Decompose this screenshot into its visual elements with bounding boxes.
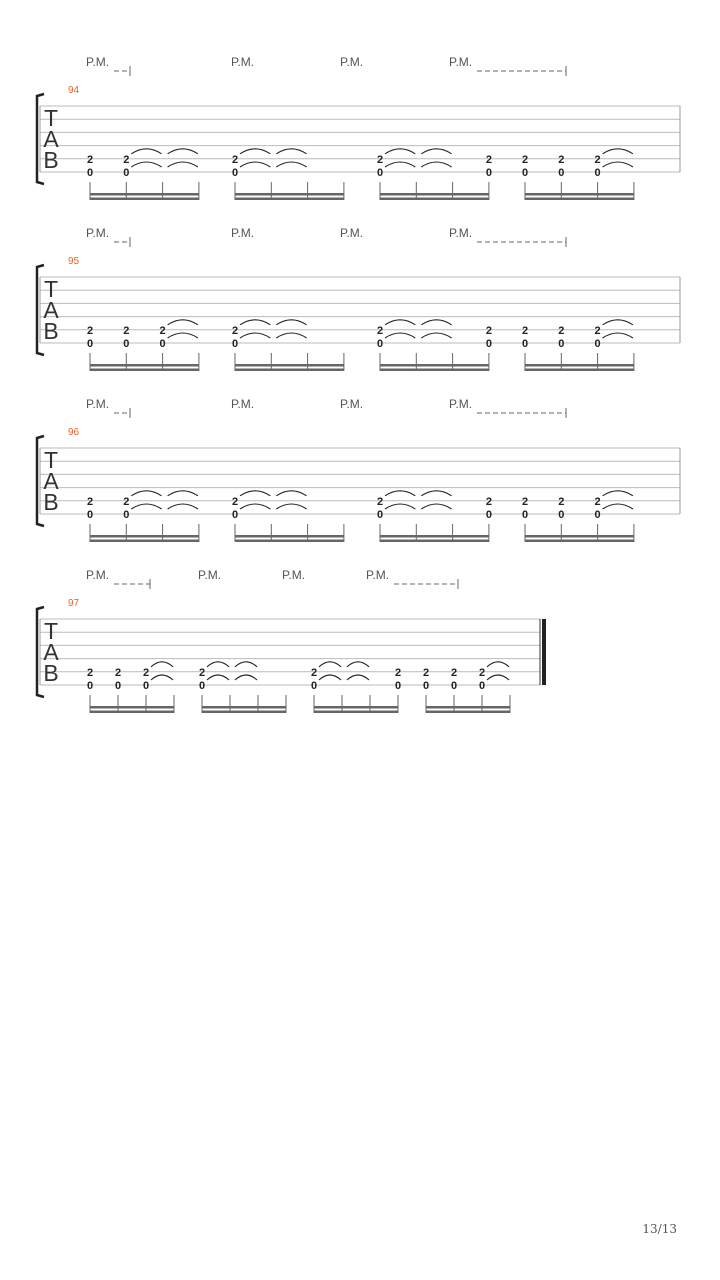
- fret-number: 2: [521, 495, 529, 508]
- beam-primary: [380, 364, 489, 367]
- tie-arc: [603, 149, 633, 154]
- tie-arc: [421, 333, 451, 338]
- tie-arc: [240, 491, 270, 496]
- tie-arc: [421, 491, 451, 496]
- fret-number: 0: [485, 167, 492, 179]
- beam-primary: [235, 193, 344, 196]
- fret-number: 2: [142, 666, 150, 679]
- measure-number: 95: [68, 256, 80, 267]
- beam-primary: [525, 193, 634, 196]
- beam-primary: [90, 193, 199, 196]
- fret-number: 2: [123, 495, 130, 508]
- palm-mute-label: P.M.: [366, 568, 390, 582]
- measure-number: 97: [68, 598, 80, 609]
- fret-number: 0: [521, 167, 529, 179]
- beam-primary: [235, 535, 344, 538]
- fret-number: 0: [310, 680, 318, 692]
- fret-number: 2: [422, 666, 430, 679]
- tab-clef-letter: B: [43, 660, 59, 686]
- measure-number: 96: [68, 427, 80, 438]
- fret-number: 0: [123, 338, 130, 350]
- beam-primary: [314, 706, 398, 709]
- beam-primary: [90, 535, 199, 538]
- fret-number: 0: [86, 338, 94, 350]
- fret-number: 0: [376, 338, 384, 350]
- fret-number: 0: [198, 680, 206, 692]
- fret-number: 0: [450, 680, 458, 692]
- tab-clef-letter: T: [43, 447, 59, 473]
- fret-number: 2: [594, 495, 601, 508]
- beam-primary: [235, 364, 344, 367]
- tie-arc: [151, 662, 173, 667]
- fret-number: 0: [376, 509, 384, 521]
- fret-number: 2: [558, 495, 565, 508]
- fret-number: 0: [86, 680, 94, 692]
- fret-number: 2: [86, 666, 94, 679]
- tab-system-96: [37, 397, 680, 542]
- tie-arc: [240, 149, 270, 154]
- tie-arc: [421, 320, 451, 325]
- tie-arc: [131, 149, 161, 154]
- fret-number: 2: [376, 324, 384, 337]
- tie-arc: [603, 491, 633, 496]
- beam-secondary: [525, 540, 634, 543]
- tie-arc: [603, 504, 633, 509]
- tie-arc: [421, 504, 451, 509]
- beam-primary: [380, 535, 489, 538]
- beam-primary: [202, 706, 286, 709]
- palm-mute-label: P.M.: [282, 568, 306, 582]
- beam-primary: [380, 193, 489, 196]
- tie-arc: [168, 320, 198, 325]
- tie-arc: [168, 504, 198, 509]
- fret-number: 0: [594, 509, 601, 521]
- tab-clef-letter: B: [43, 489, 59, 515]
- beam-secondary: [90, 540, 199, 543]
- palm-mute-label: P.M.: [231, 226, 255, 240]
- tab-clef-letter: A: [43, 468, 59, 494]
- tie-arc: [319, 675, 341, 680]
- tab-clef-letter: B: [43, 318, 59, 344]
- tie-arc: [131, 504, 161, 509]
- fret-number: 0: [485, 509, 492, 521]
- tie-arc: [347, 675, 369, 680]
- tie-arc: [168, 491, 198, 496]
- tab-clef-letter: A: [43, 126, 59, 152]
- tie-arc: [131, 491, 161, 496]
- palm-mute-label: P.M.: [449, 226, 473, 240]
- beam-primary: [90, 706, 174, 709]
- palm-mute-label: P.M.: [449, 397, 473, 411]
- fret-number: 0: [231, 509, 239, 521]
- fret-number: 2: [310, 666, 318, 679]
- palm-mute-label: P.M.: [340, 55, 364, 69]
- tie-arc: [385, 162, 415, 167]
- fret-number: 2: [231, 153, 239, 166]
- tie-arc: [207, 675, 229, 680]
- tie-arc: [168, 333, 198, 338]
- tie-arc: [385, 504, 415, 509]
- tie-arc: [207, 662, 229, 667]
- fret-number: 0: [376, 167, 384, 179]
- fret-number: 2: [394, 666, 402, 679]
- tie-arc: [276, 149, 306, 154]
- fret-number: 0: [86, 167, 94, 179]
- tab-system-97: [37, 568, 546, 713]
- fret-number: 0: [594, 167, 601, 179]
- tab-clef-letter: A: [43, 297, 59, 323]
- beam-secondary: [90, 711, 174, 714]
- fret-number: 2: [123, 153, 130, 166]
- fret-number: 0: [231, 167, 239, 179]
- fret-number: 0: [114, 680, 122, 692]
- tie-arc: [131, 162, 161, 167]
- palm-mute-label: P.M.: [340, 226, 364, 240]
- tie-arc: [276, 320, 306, 325]
- fret-number: 2: [521, 153, 529, 166]
- palm-mute-label: P.M.: [231, 55, 255, 69]
- tie-arc: [240, 333, 270, 338]
- beam-primary: [426, 706, 510, 709]
- tie-arc: [240, 504, 270, 509]
- fret-number: 0: [86, 509, 94, 521]
- tab-clef-letter: T: [43, 276, 59, 302]
- beam-primary: [525, 535, 634, 538]
- tie-arc: [151, 675, 173, 680]
- fret-number: 2: [123, 324, 130, 337]
- palm-mute-label: P.M.: [231, 397, 255, 411]
- fret-number: 0: [394, 680, 402, 692]
- fret-number: 2: [231, 324, 239, 337]
- tie-arc: [603, 320, 633, 325]
- fret-number: 2: [558, 324, 565, 337]
- fret-number: 2: [450, 666, 458, 679]
- tie-arc: [487, 662, 509, 667]
- fret-number: 0: [558, 509, 565, 521]
- beam-secondary: [90, 198, 199, 201]
- tie-arc: [385, 333, 415, 338]
- fret-number: 2: [558, 153, 565, 166]
- fret-number: 2: [376, 495, 384, 508]
- beam-secondary: [525, 369, 634, 372]
- final-barline-thick: [542, 619, 546, 685]
- beam-secondary: [202, 711, 286, 714]
- tie-arc: [276, 504, 306, 509]
- palm-mute-label: P.M.: [86, 55, 110, 69]
- beam-secondary: [380, 540, 489, 543]
- tie-arc: [240, 320, 270, 325]
- fret-number: 2: [521, 324, 529, 337]
- fret-number: 2: [485, 153, 492, 166]
- palm-mute-label: P.M.: [86, 226, 110, 240]
- tie-arc: [487, 675, 509, 680]
- tie-arc: [603, 162, 633, 167]
- fret-number: 0: [422, 680, 430, 692]
- fret-number: 2: [478, 666, 486, 679]
- measure-number: 94: [68, 85, 80, 96]
- tab-system-94: [37, 55, 680, 200]
- tie-arc: [603, 333, 633, 338]
- fret-number: 2: [231, 495, 239, 508]
- beam-secondary: [525, 198, 634, 201]
- fret-number: 0: [558, 167, 565, 179]
- fret-number: 0: [521, 509, 529, 521]
- fret-number: 0: [231, 338, 239, 350]
- tie-arc: [385, 320, 415, 325]
- tie-arc: [276, 491, 306, 496]
- tie-arc: [168, 149, 198, 154]
- palm-mute-label: P.M.: [198, 568, 222, 582]
- fret-number: 2: [86, 495, 94, 508]
- tab-clef-letter: T: [43, 105, 59, 131]
- beam-secondary: [90, 369, 199, 372]
- tie-arc: [385, 149, 415, 154]
- fret-number: 0: [485, 338, 492, 350]
- tab-clef-letter: A: [43, 639, 59, 665]
- fret-number: 2: [376, 153, 384, 166]
- palm-mute-label: P.M.: [86, 397, 110, 411]
- page-number: 13/13: [642, 1222, 677, 1236]
- tie-arc: [276, 333, 306, 338]
- tie-arc: [421, 149, 451, 154]
- palm-mute-label: P.M.: [86, 568, 110, 582]
- beam-secondary: [235, 369, 344, 372]
- fret-number: 0: [159, 338, 166, 350]
- fret-number: 0: [142, 680, 150, 692]
- tab-clef-letter: T: [43, 618, 59, 644]
- tab-system-95: [37, 226, 680, 371]
- fret-number: 0: [123, 167, 130, 179]
- fret-number: 2: [198, 666, 206, 679]
- tie-arc: [347, 662, 369, 667]
- tie-arc: [235, 662, 257, 667]
- palm-mute-label: P.M.: [449, 55, 473, 69]
- beam-primary: [525, 364, 634, 367]
- tie-arc: [276, 162, 306, 167]
- fret-number: 2: [86, 324, 94, 337]
- tie-arc: [240, 162, 270, 167]
- fret-number: 0: [594, 338, 601, 350]
- beam-secondary: [380, 369, 489, 372]
- fret-number: 0: [558, 338, 565, 350]
- fret-number: 2: [485, 324, 492, 337]
- fret-number: 2: [159, 324, 166, 337]
- fret-number: 2: [485, 495, 492, 508]
- fret-number: 2: [114, 666, 122, 679]
- fret-number: 2: [594, 324, 601, 337]
- beam-secondary: [235, 540, 344, 543]
- tie-arc: [168, 162, 198, 167]
- palm-mute-label: P.M.: [340, 397, 364, 411]
- beam-secondary: [426, 711, 510, 714]
- tab-clef-letter: B: [43, 147, 59, 173]
- fret-number: 2: [86, 153, 94, 166]
- tie-arc: [421, 162, 451, 167]
- beam-primary: [90, 364, 199, 367]
- fret-number: 2: [594, 153, 601, 166]
- tie-arc: [319, 662, 341, 667]
- tie-arc: [385, 491, 415, 496]
- beam-secondary: [235, 198, 344, 201]
- beam-secondary: [314, 711, 398, 714]
- beam-secondary: [380, 198, 489, 201]
- tie-arc: [235, 675, 257, 680]
- fret-number: 0: [123, 509, 130, 521]
- fret-number: 0: [478, 680, 486, 692]
- fret-number: 0: [521, 338, 529, 350]
